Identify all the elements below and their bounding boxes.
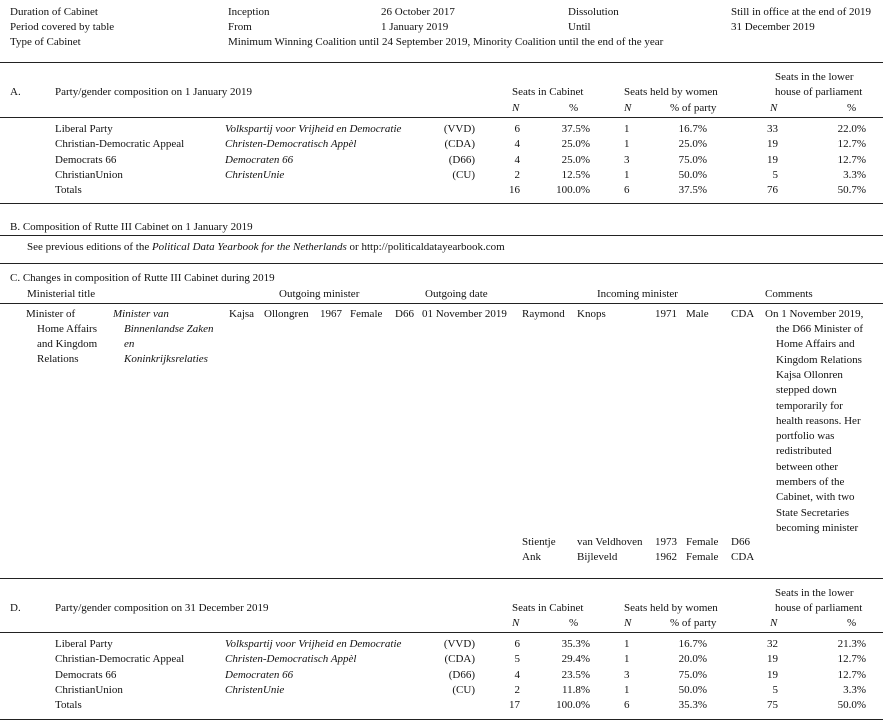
women-seats-pct: 25.0%: [678, 138, 707, 151]
h-seats-women: Seats held by women: [624, 86, 718, 98]
parliament-seats-n: 5: [772, 683, 778, 696]
cabinet-seats-n: 16: [509, 184, 520, 197]
cabinet-seats-n: 17: [509, 699, 520, 712]
dissolution-value: Still in office at the end of 2019: [731, 6, 872, 18]
women-seats-pct: 35.3%: [678, 699, 707, 712]
divider: [0, 578, 883, 579]
comment-line: between other: [776, 460, 838, 473]
party-name: Christian-Democratic Appeal: [55, 138, 185, 151]
section-a-title: Party/gender composition on 1 January 2019: [55, 86, 253, 98]
divider: [0, 632, 883, 633]
women-seats-n: 1: [624, 123, 630, 135]
divider: [0, 235, 883, 236]
from-label: From: [228, 21, 252, 33]
h-n: N: [512, 102, 520, 114]
in-party: CDA: [731, 551, 755, 563]
note-link-text: or http://politicaldatayearbook.com: [346, 241, 505, 253]
in-birth-year: 1973: [655, 536, 677, 548]
inception-value: 26 October 2017: [381, 6, 455, 18]
section-c-title: C. Changes in composition of Rutte III Cabinet during 2019: [10, 272, 275, 284]
party-name: Liberal Party: [55, 638, 113, 650]
inception-label: Inception: [228, 6, 270, 18]
section-d-title: Party/gender composition on 31 December 2019: [55, 602, 269, 614]
parliament-seats-pct: 3.3%: [843, 168, 866, 181]
h-seats-lower-2: house of parliament: [775, 602, 863, 614]
party-abbr: (CU): [452, 683, 475, 696]
type-label: Type of Cabinet: [10, 36, 81, 48]
title-en-line: Home Affairs: [37, 323, 97, 335]
party-name: Liberal Party: [55, 123, 113, 135]
h-outgoing-minister: Outgoing minister: [279, 288, 360, 300]
h-seats-women: Seats held by women: [624, 602, 718, 614]
parliament-seats-n: 19: [767, 668, 778, 681]
cabinet-seats-pct: 25.0%: [561, 153, 590, 166]
title-nl-line: Koninkrijksrelaties: [124, 353, 208, 365]
h-n: N: [512, 617, 520, 629]
h-comments: Comments: [765, 288, 813, 300]
party-abbr: (CDA): [444, 138, 475, 151]
women-seats-n: 1: [624, 168, 630, 181]
party-abbr: (CU): [452, 168, 475, 181]
party-dutch-name: Volkspartij voor Vrijheid en Democratie: [225, 638, 402, 650]
cabinet-seats-pct: 11.8%: [561, 683, 590, 696]
type-value: Minimum Winning Coalition until 24 September 2019, Minority Coalition until the end of the year: [228, 36, 664, 48]
totals-label: Totals: [55, 184, 82, 197]
comment-line: portfolio was: [776, 430, 835, 443]
h-seats-lower-2: house of parliament: [775, 86, 863, 98]
parliament-seats-n: 75: [767, 699, 778, 712]
in-first-name: Stientje: [522, 536, 556, 548]
section-b-note: [27, 241, 505, 254]
party-abbr: (D66): [448, 668, 475, 681]
h-seats-lower-1: Seats in the lower: [775, 587, 854, 599]
women-seats-n: 6: [624, 184, 630, 197]
comment-line: Cabinet, with two: [776, 491, 855, 504]
cabinet-seats-pct: 29.4%: [561, 653, 590, 666]
title-nl-line: Minister van: [113, 308, 169, 320]
in-gender: Male: [686, 308, 709, 320]
parliament-seats-pct: 12.7%: [837, 138, 866, 151]
h-seats-cabinet: Seats in Cabinet: [512, 86, 584, 98]
cabinet-seats-n: 4: [514, 138, 520, 151]
out-birth-year: 1967: [320, 308, 342, 320]
in-birth-year: 1971: [655, 308, 677, 320]
h-n: N: [770, 102, 778, 114]
party-name: Christian-Democratic Appeal: [55, 653, 185, 666]
parliament-seats-pct: 21.3%: [837, 638, 866, 650]
cabinet-seats-n: 2: [514, 683, 520, 696]
women-seats-n: 3: [624, 153, 630, 166]
party-name: ChristianUnion: [55, 683, 123, 696]
parliament-seats-n: 19: [767, 653, 778, 666]
comment-line: Kajsa Ollonren: [776, 368, 843, 381]
cabinet-seats-n: 6: [514, 638, 520, 650]
divider: [0, 203, 883, 204]
section-a-letter: A.: [10, 86, 21, 98]
party-dutch-name: ChristenUnie: [225, 168, 285, 181]
comment-line: the D66 Minister of: [776, 323, 864, 335]
party-dutch-name: Christen-Democratisch Appèl: [225, 138, 357, 151]
comment-line: redistributed: [776, 445, 832, 458]
cabinet-seats-pct: 25.0%: [561, 138, 590, 151]
h-pct: %: [847, 102, 857, 114]
until-label: Until: [568, 21, 591, 33]
until-value: 31 December 2019: [731, 21, 815, 33]
h-pct-party: % of party: [670, 102, 717, 114]
h-n: N: [624, 617, 632, 629]
party-dutch-name: Christen-Democratisch Appèl: [225, 653, 357, 666]
comment-line: State Secretaries: [776, 506, 849, 519]
parliament-seats-n: 33: [767, 123, 778, 135]
women-seats-n: 1: [624, 138, 630, 151]
totals-label: Totals: [55, 699, 82, 712]
parliament-seats-n: 19: [767, 138, 778, 151]
women-seats-n: 1: [624, 653, 630, 666]
party-dutch-name: ChristenUnie: [225, 683, 285, 696]
dissolution-label: Dissolution: [568, 6, 619, 18]
women-seats-n: 6: [624, 699, 630, 712]
divider: [0, 263, 883, 264]
cabinet-seats-n: 6: [514, 123, 520, 135]
divider: [0, 303, 883, 304]
cabinet-seats-n: 2: [514, 168, 520, 181]
women-seats-pct: 75.0%: [678, 153, 707, 166]
parliament-seats-pct: 50.7%: [837, 184, 866, 197]
title-en-line: Minister of: [26, 308, 76, 320]
comment-line: Home Affairs and: [776, 338, 855, 351]
women-seats-n: 1: [624, 638, 630, 650]
women-seats-n: 1: [624, 683, 630, 696]
parliament-seats-pct: 22.0%: [837, 123, 866, 135]
in-gender: Female: [686, 536, 719, 548]
women-seats-pct: 75.0%: [678, 668, 707, 681]
comment-first-line: On 1 November 2019,: [765, 308, 864, 320]
title-nl-line: en: [124, 338, 135, 350]
parliament-seats-n: 76: [767, 184, 778, 197]
from-value: 1 January 2019: [381, 21, 449, 33]
party-dutch-name: Democraten 66: [225, 153, 294, 166]
out-date: 01 November 2019: [422, 308, 507, 320]
note-italic-title: Political Data Yearbook for the Netherlands: [151, 241, 347, 253]
party-abbr: (D66): [448, 153, 475, 166]
party-dutch-name: Democraten 66: [225, 668, 294, 681]
cabinet-seats-pct: 37.5%: [561, 123, 590, 135]
h-seats-lower-1: Seats in the lower: [775, 71, 854, 83]
in-last-name: van Veldhoven: [577, 536, 643, 548]
cabinet-seats-pct: 23.5%: [561, 668, 590, 681]
comment-line: members of the: [776, 476, 845, 488]
parliament-seats-pct: 50.0%: [837, 699, 866, 712]
h-pct-party: % of party: [670, 617, 717, 629]
out-gender: Female: [350, 308, 383, 320]
comment-line: Kingdom Relations: [776, 353, 862, 366]
in-party: D66: [731, 536, 750, 548]
in-last-name: Bijleveld: [577, 551, 618, 563]
parliament-seats-pct: 3.3%: [843, 683, 866, 696]
in-birth-year: 1962: [655, 551, 677, 563]
comment-line: becoming minister: [776, 521, 859, 534]
women-seats-pct: 20.0%: [678, 653, 707, 666]
h-pct: %: [569, 617, 579, 629]
h-outgoing-date: Outgoing date: [425, 288, 488, 300]
cabinet-seats-n: 5: [514, 653, 520, 666]
h-n: N: [624, 102, 632, 114]
title-en-line: and Kingdom: [37, 338, 98, 350]
h-pct: %: [847, 617, 857, 629]
women-seats-pct: 37.5%: [678, 184, 707, 197]
in-gender: Female: [686, 551, 719, 563]
comment-line: health reasons. Her: [776, 414, 861, 427]
cabinet-seats-n: 4: [514, 153, 520, 166]
party-abbr: (CDA): [444, 653, 475, 666]
h-n: N: [770, 617, 778, 629]
parliament-seats-pct: 12.7%: [837, 153, 866, 166]
in-first-name: Raymond: [522, 308, 565, 320]
in-last-name: Knops: [577, 308, 606, 320]
cabinet-seats-pct: 100.0%: [556, 699, 590, 712]
cabinet-seats-pct: 100.0%: [556, 184, 590, 197]
women-seats-pct: 16.7%: [678, 123, 707, 135]
section-d-letter: D.: [10, 602, 21, 614]
h-incoming-minister: Incoming minister: [597, 288, 678, 300]
out-first-name: Kajsa: [229, 308, 255, 320]
out-last-name: Ollongren: [264, 308, 309, 320]
parliament-seats-pct: 12.7%: [837, 668, 866, 681]
women-seats-pct: 16.7%: [678, 638, 707, 650]
divider: [0, 117, 883, 118]
party-abbr: (VVD): [443, 123, 475, 135]
party-name: Democrats 66: [55, 668, 117, 681]
out-party: D66: [395, 308, 414, 320]
title-en-line: Relations: [37, 353, 79, 365]
h-pct: %: [569, 102, 579, 114]
note-text: See previous editions of the: [27, 241, 152, 253]
party-dutch-name: Volkspartij voor Vrijheid en Democratie: [225, 123, 402, 135]
comment-line: temporarily for: [776, 399, 843, 412]
women-seats-pct: 50.0%: [678, 683, 707, 696]
party-name: Democrats 66: [55, 153, 117, 166]
in-first-name: Ank: [522, 551, 541, 563]
cabinet-seats-n: 4: [514, 668, 520, 681]
section-b-title: B. Composition of Rutte III Cabinet on 1 January 2019: [10, 221, 253, 233]
divider: [0, 62, 883, 63]
cabinet-seats-pct: 35.3%: [561, 638, 590, 650]
title-nl-line: Binnenlandse Zaken: [124, 323, 214, 335]
cabinet-seats-pct: 12.5%: [561, 168, 590, 181]
party-name: ChristianUnion: [55, 168, 123, 181]
party-abbr: (VVD): [443, 638, 475, 650]
h-seats-cabinet: Seats in Cabinet: [512, 602, 584, 614]
parliament-seats-pct: 12.7%: [837, 653, 866, 666]
parliament-seats-n: 5: [772, 168, 778, 181]
h-ministerial-title: Ministerial title: [27, 288, 96, 300]
in-party: CDA: [731, 308, 755, 320]
women-seats-n: 3: [624, 668, 630, 681]
parliament-seats-n: 19: [767, 153, 778, 166]
parliament-seats-n: 32: [767, 638, 778, 650]
period-label: Period covered by table: [10, 21, 115, 33]
divider: [0, 719, 883, 720]
women-seats-pct: 50.0%: [678, 168, 707, 181]
comment-line: stepped down: [776, 384, 837, 397]
duration-label: Duration of Cabinet: [10, 6, 98, 18]
